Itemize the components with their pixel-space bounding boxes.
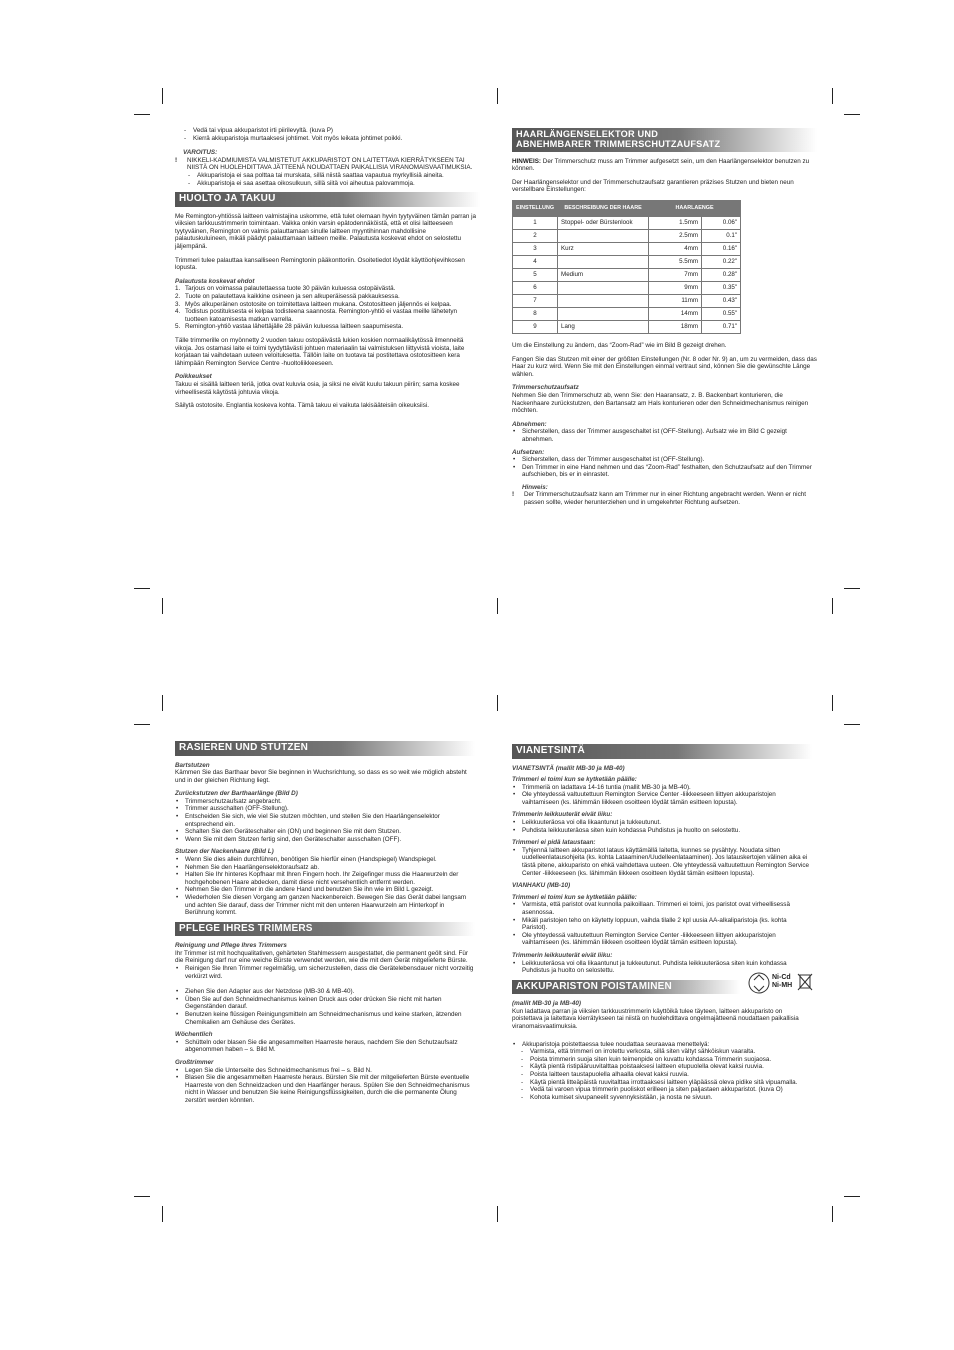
crop-mark [497,598,498,614]
table-header: HAARLAENGE [649,200,741,216]
table-cell [558,307,649,320]
subheading: Aufsetzen: [512,448,545,456]
table-row [513,216,741,229]
paragraph: Takuu ei sisällä laitteen teriä, jotka ovat kuluvia osia, ja siksi ne eivät kuulu takuun piiriin; sama koskee virheellisestä käytöstä johtuvia vikoja. [175,380,460,396]
paragraph: Kämmen Sie das Barthaar bevor Sie beginnen in Wuchsrichtung, so dass es so weit wie möglich absteht und in der gleichen Richtung liegt. [175,769,467,784]
table-cell: 9mm [649,281,702,294]
subheading: Wöchentlich [175,1031,213,1039]
list-item: • Wiederholen Sie diesen Vorgang am ganzen Nackenbereich. Bewegen Sie das Gerät dabei langsam und achten Sie darauf, dass der Trimmer nicht mit den unteren Haarwurzeln am Hinterkopf in Berührung kommt. [175,894,475,917]
section-heading: HUOLTO JA TAKUU [175,192,480,207]
crop-mark [844,1196,860,1197]
list-item: - Poista laitteen taustapuolella alhaalla olevat kaksi ruuvia. [520,1071,812,1079]
list-item: • Varmista, että paristot ovat kunnolla paikoillaan. Trimmeri ei toimi, jos paristot ovat virheellisessä asennossa. [512,901,812,916]
table-cell: 5 [513,268,558,281]
paragraph: Nehmen Sie den Trimmerschutz ab, wenn Sie: den Haaransatz, z. B. Backenbart konturieren, die Nackenhaare zurückstutzen, den Bartansatz am Hals konturieren oder den Schneidmechanismus reinigen möchten. [512,391,809,415]
table-cell: 18mm [649,320,702,333]
table-cell: 11mm [649,294,702,307]
crop-mark [162,88,163,104]
table-cell: Kurz [558,242,649,255]
section-heading: RASIEREN UND STUTZEN [175,741,475,756]
list-item: • Wenn Sie mit dem Stutzen fertig sind, den Geräteschalter ausschalten (OFF). [175,836,475,844]
hair-length-table [512,200,741,334]
warning-icon: ! [512,491,515,499]
paragraph: Ihr Trimmer ist mit hochqualitativen, gehärteten Stahlmessern ausgestattet, die permanent geölt sind. Für die Reinigung darf nur eine weiche Bürste verwendet werden, wie die mit dem Gerät mitgelieferte Bürste. [175,949,468,965]
table-cell: 0.22" [702,255,741,268]
list-item: • Sicherstellen, dass der Trimmer ausgeschaltet ist (OFF-Stellung). [512,456,817,464]
table-cell: 7 [513,294,558,307]
list-item: - Kohota kumiset sivupaneelit syvennyksistään, ja nosta ne sivuun. [520,1094,812,1102]
crop-mark [832,88,833,104]
subheading: (mallit MB-30 ja MB-40) [512,1000,581,1008]
list-item: - Käytä pientä litteäpäistä ruuvitalttaa irrottaaksesi laitteen yläpäässä oleva pidike sitä vipuamalla. [520,1079,812,1087]
crop-mark [497,695,498,711]
german-top-column [512,128,817,507]
table-row [513,307,741,320]
list-item: • Entscheiden Sie sich, wie viel Sie stutzen möchten, und stellen Sie den Haarlängenselektor entsprechend ein. [175,813,475,828]
list-item: • Ole yhteydessä valtuutettuun Remington Service Center -liikkeeseen liittyen akkuparistojen vaihtamiseen (ks. lähimmän liikkeen osoitteen löydät tämän esitteen lopusta). [512,932,812,947]
subheading: Zurückstutzen der Barthaarlänge (Bild D) [175,790,298,798]
table-cell: 6 [513,281,558,294]
subheading: VIANHAKU (MB-10) [512,882,571,890]
crop-mark [134,114,150,115]
paragraph: Me Remington-yhtiössä laitteen valmistajina uskomme, että tulet olemaan hyvin tyytyväinen tämän parran ja viiksien tarkkuustrimmerin toimintaan. Vaikka onkin varsin epätodennäköistä, että et olisi laitteeseen tyytyväinen, Remington on valmis palauttamaan sinulle laitteen myyntihinnan mahdollisine palautuskuluineen, mikäli päädyt palauttamaan laitteen meille. Palautusta koskevat ehdot on selostettu jäljempänä. [175,212,476,251]
table-cell: 0.28" [702,268,741,281]
crop-mark [162,695,163,711]
subheading: Palautusta koskevat ehdot [175,277,255,285]
list-item: • Benutzen keine flüssigen Reinigungsmitteln am Schneidmechanismus und keine starken, ätzenden Chemikalien am Gehäuse des Gerätes. [175,1011,475,1026]
list-item: - Akkuparistoja ei saa asettaa oikosulkuun, sillä siitä voi aiheutua palovammoja. [187,180,480,188]
list-item: • Halten Sie Ihr hinteres Kopfhaar mit Ihren Fingern hoch. Ihr Zeigefinger muss die Haarwurzeln der hochgehobenen Haare abdecken, damit diese nicht versehentlich entfernt werden. [175,871,475,886]
table-cell: 0.55" [702,307,741,320]
table-cell: 3 [513,242,558,255]
subheading: Abnehmen: [512,420,547,428]
list-item: • Nehmen Sie den Haarlängenselektoraufsatz ab. [175,864,475,872]
subheading: VIANETSINTÄ (mallit MB-30 ja MB-40) [512,764,625,772]
list-item: 4. Todistus postituksesta ei kelpaa todisteena saannosta. Remington-yhtiö ei vastaa meille lähetetyn tuotteen katoamisesta matkan varrella. [175,308,457,323]
table-cell: 0.1" [702,229,741,242]
section-heading: VIANETSINTÄ [512,744,812,759]
warning-title: VAROITUS: [183,149,218,157]
table-cell: 7mm [649,268,702,281]
list-item: • Leikkuuteräosa voi olla likaantunut ja tukkeutunut. Puhdista leikkuuteräosa siten kuin kohdassa Puhdistus ja huolto on selostettu. [512,960,812,975]
list-item: • Schalten Sie den Geräteschalter ein (ON) und beginnen Sie mit dem Stutzen. [175,828,475,836]
table-cell: 2 [513,229,558,242]
subheading: Trimmerin leikkuuterät eivät liiku: [512,951,613,959]
table-cell: 1.5mm [649,216,702,229]
table-row [513,294,741,307]
paragraph: Trimmeri tulee palauttaa kansalliseen Remingtonin pääkonttoriin. Osoitetiedot löydät käyttöohjevihkosen lopusta. [175,256,465,272]
list-item: • Ziehen Sie den Adapter aus der Netzdose (MB-30 & MB-40). [175,988,475,996]
crop-mark [832,1206,833,1222]
list-item: • Nehmen Sie den Trimmer in die andere Hand und benutzen Sie ihn wie im Bild L gezeigt. [175,886,475,894]
subheading: Bartstutzen [175,761,210,769]
list-item: 5. Remington-yhtiö vastaa lähettäjälle 28 päivän kuluessa laitteen saapumisesta. [175,323,404,331]
section-heading: AKKUPARISTON POISTAMINEN [512,980,740,995]
paragraph: Um die Einstellung zu ändern, das “Zoom-Rad” wie im Bild B gezeigt drehen. [512,341,727,349]
crop-mark [844,114,860,115]
list-item: • Leikkuuteräosa voi olla likaantunut ja tukkeutunut. [512,819,812,827]
note-text: Der Trimmerschutzaufsatz kann am Trimmer nur in einer Richtung angebracht werden. Wenn er nicht passen sollte, wieder herunterziehen und in umgekehrter Richtung aufsetzen. [524,491,806,507]
list-item: • Legen Sie die Unterseite des Schneidmechanismus frei – s. Bild N. [175,1067,475,1075]
warning-icon: ! [175,156,178,164]
list-item: • Wenn Sie dies allein durchführen, benötigen Sie hierfür einen (Handspiegel) Wandspiegel. [175,856,475,864]
subheading: Trimmerin leikkuuterät eivät liiku: [512,811,613,819]
warning-block [175,157,480,187]
list-item: • Sicherstellen, dass der Trimmer ausgeschaltet ist (OFF-Stellung). Aufsatz wie im Bild C gezeigt abnehmen. [512,428,817,443]
list-item: • Ole yhteydessä valtuutettuun Remington Service Center -liikkeeseen liittyen akkuparistojen vaihtamiseen (ks. lähimmän liikkeen osoitteen löydät tämän esitteen lopusta). [512,791,812,806]
list-item: - Vedä tai varoen vipua trimmerin puoliskot erilleen ja siten paljastaen akkuparistot. (kuva O) [520,1086,812,1094]
list-item: • Mikäli paristojen teho on käytetty loppuun, vaihda tilalle 2 kpl uusia AA-alkaliparistoja (ks. kohta Paristot). [512,917,812,932]
note-block [512,491,817,506]
paragraph: Kun ladattava parran ja viiksien tarkkuustrimmerin käyttöikä tulee täyteen, laitteen akkuparisto on poistettava ja laitettava kierrätykseen tai niistä on huolehdittava ongelmajätteenä noudattaen paikallisia viranomaisvaatimuksia. [512,1007,799,1031]
table-cell: 0.35" [702,281,741,294]
table-cell: 8 [513,307,558,320]
table-cell [558,294,649,307]
list-item: - Akkuparistoja ei saa polttaa tai murskata, sillä niistä saattaa vapautua myrkyllisiä aineita. [187,172,480,180]
german-bottom-column [175,737,475,1110]
list-item: - Varmista, että trimmeri on irrotettu verkosta, sillä siten vältyt sähköiskun vaaralta. [520,1048,812,1056]
battery-type-label: Ni-Cd Ni-MH [772,973,793,989]
subheading: Trimmerschutzaufsatz [512,384,579,392]
list-item: 1. Tarjous on voimassa palautettaessa tuote 30 päivän kuluessa ostopäivästä. [175,285,396,293]
crop-mark [844,588,860,589]
table-cell: 0.71" [702,320,741,333]
table-cell: 9 [513,320,558,333]
crop-mark [832,598,833,614]
hint-paragraph: HINWEIS: Der Trimmerschutz muss am Trimmer aufgesetzt sein, um den Haarlängenselektor benutzen zu können. [512,157,810,173]
crop-mark [497,1206,498,1222]
list-item: • Schütteln oder blasen Sie die angesammelten Haarreste heraus, nachdem Sie den Schutzaufsatz abgenommen haben – s. Bild M. [175,1039,475,1054]
crop-mark [162,1206,163,1222]
table-cell [558,229,649,242]
table-row [513,268,741,281]
subheading: Reinigung und Pflege Ihres Trimmers [175,942,287,950]
table-cell: 0.43" [702,294,741,307]
table-cell: 0.16" [702,242,741,255]
subheading: Trimmeri ei pidä lataustaan: [512,839,596,847]
table-row [513,320,741,333]
subheading: Großtrimmer [175,1059,214,1066]
crop-mark [134,724,150,725]
crop-mark [832,695,833,711]
subheading: Trimmeri ei toimi kun se kytketään päälle: [512,776,637,784]
paragraph: Tälle trimmerille on myönnetty 2 vuoden takuu ostopäivästä lukien koskien normaalikäytössä ilmenneitä vikoja. Jos ostamasi laite ei toimi tyydyttävästi johtuen materiaalin tai valmistuksen liittyvistä vioista, laite korjataan tai vaihdetaan uuteen veloituksetta. Tällöin laite on tuotava tai postitettava ostotositteen kera lähimpään Remington Service Centre -huoltoliikkeeseen. [175,336,465,367]
finnish-top-column [175,127,480,416]
table-cell: 1 [513,216,558,229]
paragraph: Fangen Sie das Stutzen mit einer der größten Einstellungen (Nr. 8 oder Nr. 9) an, um zu vermeiden, dass das Haar zu kurz wird. Wenn Sie mit den Einstellungen einmal vertraut sind, können Sie die gewünschte Länge wählen. [512,355,817,378]
list-item: - Kierrä akkuparistoja murtaaksesi johtimet. Voit myös leikata johtimet poikki. [183,135,480,143]
table-cell [558,281,649,294]
table-header: EINSTELLUNG [513,200,558,216]
section-heading: HAARLÄNGENSELEKTOR UND ABNEHMBARER TRIMMERSCHUTZAUFSATZ [512,128,817,152]
table-row [513,242,741,255]
table-cell: 14mm [649,307,702,320]
list-item: • Üben Sie auf den Schneidmechanismus keinen Druck aus oder drücken Sie nicht mit harten Gegenständen darauf. [175,996,475,1011]
list-item: • Tyhjennä laitteen akkuparistot lataus käyttämällä laitetta, kunnes se pysähtyy. Noudata sitten uudelleenlatausohjeita (ks. kohta Lataaminen/Uudelleenlataaminen). Jos latauskertojen välinen aika ei tästä pitene, akkuparisto on ehkä vaihdettava uuteen. Ole yhteydessä valtuutettuun Remington Service Center -liikkeeseen (ks. lähimmän liikkeen osoitteen löydät tämän esitteen lopusta). [512,847,812,877]
table-cell: Stoppel- oder Bürstenlook [558,216,649,229]
subheading: Hinweis: [522,483,548,491]
table-cell [558,255,649,268]
table-row [513,255,741,268]
list-item: • Den Trimmer in eine Hand nehmen und das “Zoom-Rad” festhalten, den Schutzaufsatz auf den Trimmer aufschieben, bis er in einrastet. [512,464,817,479]
list-item: 2. Tuote on palautettava kaikkine osineen ja sen alkuperäisessä pakkauksessa. [175,293,400,300]
crop-mark [134,1196,150,1197]
list-item: - Vedä tai vipua akkuparistot irti piirilevyltä. (kuva P) [183,127,480,135]
table-cell: Medium [558,268,649,281]
list-item: • Akkuparistoja poistettaessa tulee noudattaa seuraavaa menettelyä: [512,1041,812,1049]
list-item: • Trimmeriä on ladattava 14-16 tuntia (mallit MB-30 ja MB-40). [512,784,812,792]
list-item: • Puhdista leikkuuteräosa siten kuin kohdassa Puhdistus ja huolto on selostettu. [512,827,812,835]
subheading: Poikkeukset [175,373,212,381]
table-cell: 4mm [649,242,702,255]
subheading: Trimmeri ei toimi kun se kytketään päälle: [512,893,637,901]
list-item: • Reinigen Sie Ihren Trimmer regelmäßig, um sicherzustellen, dass die Gerätelebensdauer nicht vorzeitig verkürzt wird. [175,965,475,980]
crop-mark [844,724,860,725]
table-cell: 4 [513,255,558,268]
table-header-row [513,200,741,216]
crop-mark [497,88,498,104]
crop-mark [162,598,163,614]
table-row [513,281,741,294]
crop-mark [134,588,150,589]
list-item: • Blasen Sie die angesammelten Haarreste heraus. Bürsten Sie mit der mitgelieferten Bürste eventuelle Haarreste von den Schneidzacken und den Haarfänger heraus. Spülen Sie den Schneidmechanismus nicht in Wasser und benutzen Sie keine Reinigungsflüssigkeiten, durch die die permanente Ölung zerstört werden könnten. [175,1074,475,1104]
table-cell: Lang [558,320,649,333]
conditions-list [175,285,480,331]
list-item: - Poista trimmerin suoja siten kuin teimenpide on kuvattu kohdassa Trimmerin suojaosa. [520,1056,812,1064]
paragraph: Der Haarlängenselektor und der Trimmerschutzaufsatz garantieren präzises Stutzen und bieten neun verstellbare Einstellungen: [512,178,794,194]
list-item: 3. Myös alkuperäinen ostotosite on toimitettava laitteen mukana. Ostotositteen jäljennös ei kelpaa. [175,300,452,308]
paragraph: Säilytä ostotosite. Englantia koskeva kohta. Tämä takuu ei vaikuta lakisääteisiin oikeuksiisi. [175,402,429,410]
list-item: - Käytä pientä ristipääruuvitalttaa poistaaksesi laitteen etupuolella olevat kaksi ruuvia. [520,1063,812,1071]
section-heading: PFLEGE IHRES TRIMMERS [175,922,475,937]
recycling-symbols [744,968,816,998]
table-cell: 2.5mm [649,229,702,242]
table-header: BESCHREIBUNG DER HAARE [558,200,649,216]
table-cell: 0.06" [702,216,741,229]
list-item: • Trimmerschutzaufsatz angebracht. [175,798,475,806]
subheading: Stutzen der Nackenhaare (Bild L) [175,848,274,856]
table-cell: 5.5mm [649,255,702,268]
finnish-bottom-column [512,740,812,1106]
warning-text: NIKKELI-KADMIUMISTA VALMISTETUT AKKUPARISTOT ON LAITETTAVA KIERRÄTYKSEEN TAI NIISTÄ ON HUOLEHDITTAVA JÄTTEENÄ NOUDATTAEN PAIKALLISIA VIRANOMAISVAATIMUKSIA. [187,156,473,172]
table-row [513,229,741,242]
list-item: • Trimmer ausschalten (OFF-Stellung). [175,805,475,813]
